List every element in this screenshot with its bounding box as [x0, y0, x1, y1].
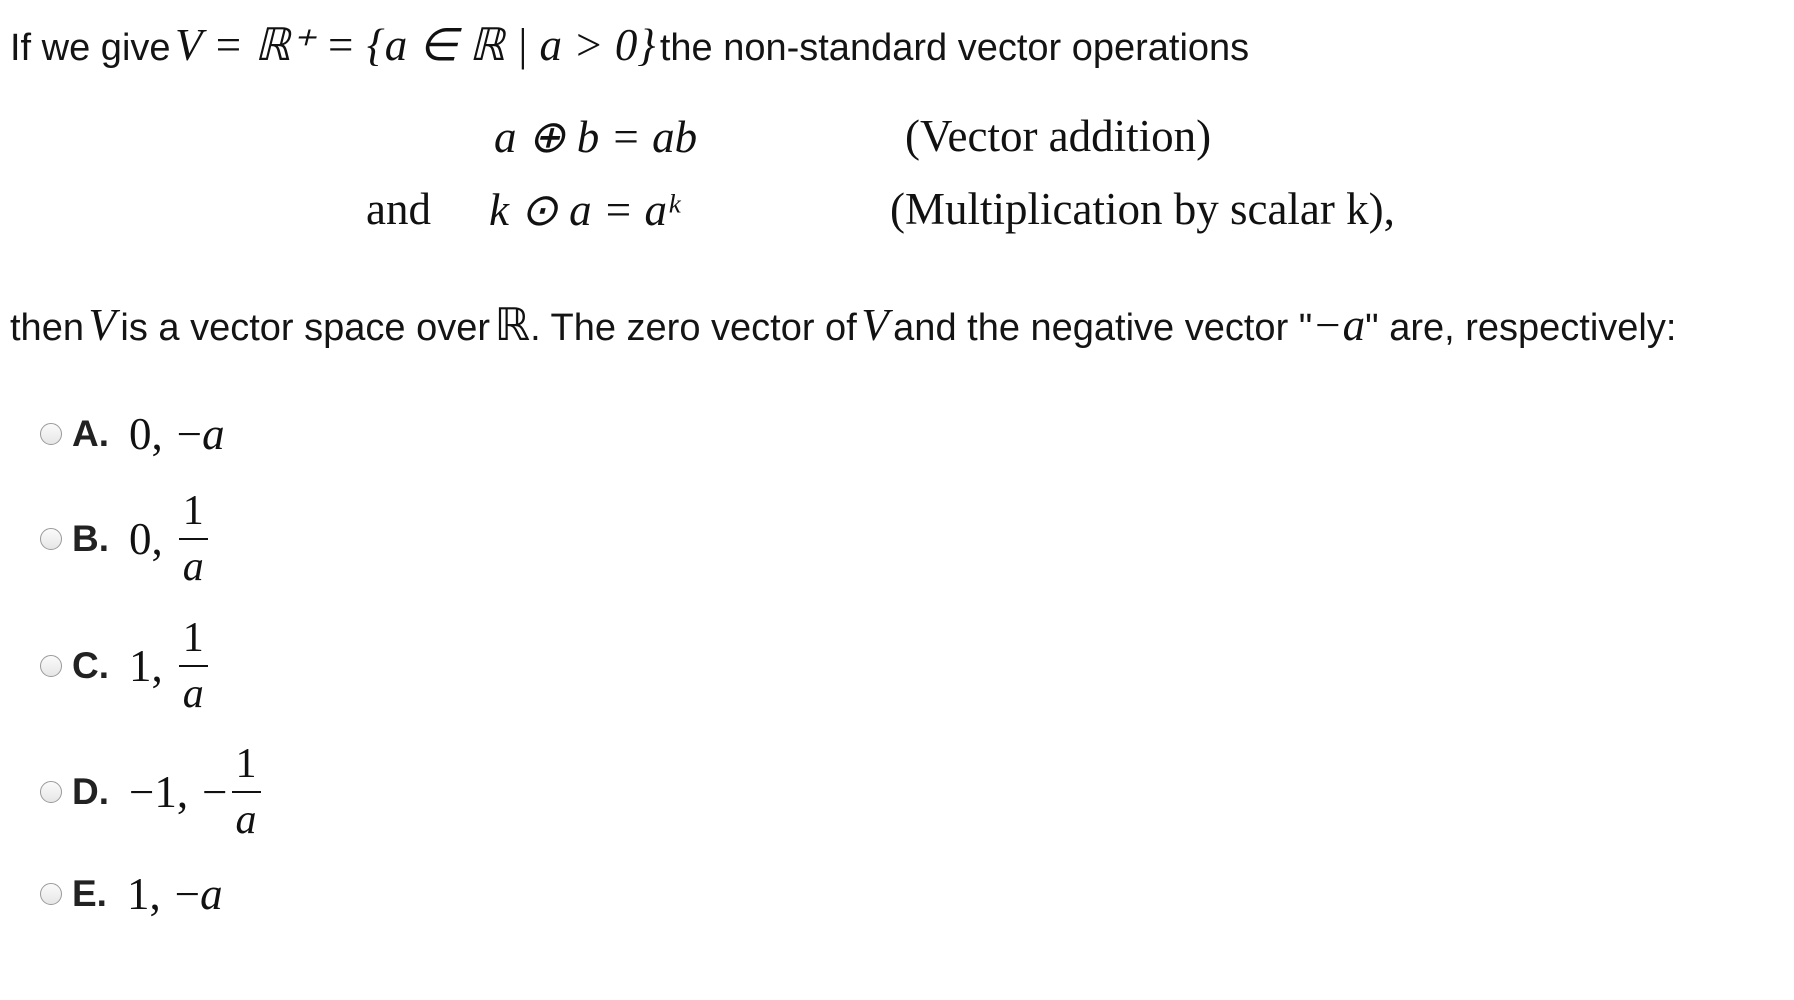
option-c-denominator: a	[182, 671, 204, 717]
option-a-letter: A.	[72, 413, 109, 454]
option-b-letter: B.	[72, 518, 109, 559]
option-e[interactable]	[40, 868, 223, 920]
stem-prefix: then	[10, 307, 84, 349]
equation-addition-note: (Vector addition)	[905, 111, 1212, 161]
option-a-second: a	[202, 409, 225, 459]
option-d-numerator: 1	[232, 743, 261, 793]
option-d-answer	[129, 743, 261, 841]
option-d-denominator: a	[235, 797, 257, 843]
equation-and-word: and	[366, 184, 431, 234]
stem-mid3: and the negative vector "	[893, 307, 1313, 349]
intro-prefix-text: If we give	[10, 27, 171, 69]
option-b-radio[interactable]	[40, 528, 62, 550]
option-b-answer	[129, 490, 208, 588]
option-c-answer	[129, 617, 208, 715]
equation-scalar-formula: k ⊙ a = aᵏ	[489, 185, 680, 235]
option-a-first: 0,	[129, 409, 163, 459]
equation-scalar-note: (Multiplication by scalar k),	[890, 184, 1395, 234]
option-c-numerator: 1	[179, 617, 208, 667]
stem-end: " are, respectively:	[1365, 307, 1677, 349]
question-stem	[10, 298, 1676, 351]
option-c-radio[interactable]	[40, 655, 62, 677]
option-c-fraction	[179, 617, 208, 715]
option-e-answer	[127, 868, 223, 920]
option-b[interactable]	[40, 490, 208, 588]
option-b-denominator: a	[182, 544, 204, 590]
option-e-second: a	[200, 869, 223, 919]
option-b-numerator: 1	[179, 490, 208, 540]
intro-set-expression: V = ℝ⁺ = {a ∈ ℝ | a > 0}	[174, 20, 656, 70]
stem-v2: V	[861, 300, 889, 350]
option-d-fraction	[232, 743, 261, 841]
option-c-first: 1,	[129, 641, 163, 691]
option-c-letter: C.	[72, 645, 109, 686]
option-a[interactable]	[40, 408, 225, 460]
option-d[interactable]	[40, 743, 261, 841]
option-a-answer	[129, 408, 225, 460]
question-intro	[10, 18, 1249, 71]
option-e-radio[interactable]	[40, 883, 62, 905]
option-b-first: 0,	[129, 514, 163, 564]
option-d-sign: −	[202, 767, 228, 817]
option-b-fraction	[179, 490, 208, 588]
stem-mid2: . The zero vector of	[530, 307, 857, 349]
option-d-radio[interactable]	[40, 781, 62, 803]
option-e-sign: −	[174, 869, 201, 919]
intro-suffix-text: the non-standard vector operations	[659, 27, 1250, 69]
option-e-first: 1,	[126, 869, 161, 919]
stem-negative-a: −a	[1312, 300, 1366, 350]
option-a-sign: −	[176, 409, 203, 459]
stem-r: ℝ	[494, 300, 531, 350]
equation-addition-formula: a ⊕ b = ab	[494, 112, 698, 162]
stem-v: V	[88, 300, 116, 350]
option-d-letter: D.	[72, 771, 109, 812]
option-c[interactable]	[40, 617, 208, 715]
option-a-radio[interactable]	[40, 423, 62, 445]
option-d-first: −1,	[129, 767, 189, 817]
option-e-letter: E.	[72, 873, 107, 914]
stem-mid1: is a vector space over	[120, 307, 490, 349]
